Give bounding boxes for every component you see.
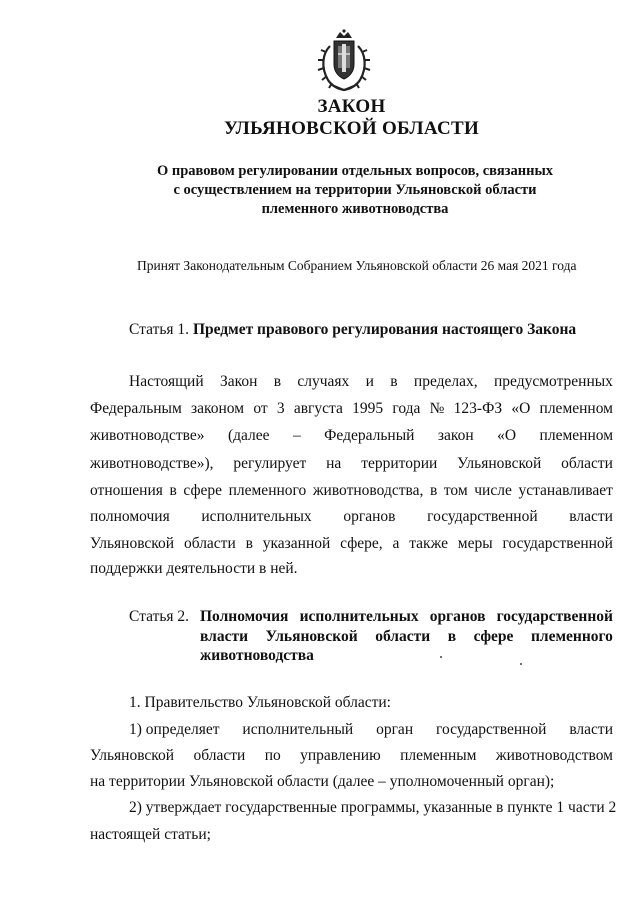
- word: государственной: [427, 508, 538, 525]
- word: пределах,: [413, 373, 478, 390]
- word: в: [390, 373, 398, 390]
- word: государственной: [496, 608, 613, 625]
- word: предусмотренных: [493, 373, 613, 390]
- word: устанавливает: [518, 482, 613, 499]
- word: области: [375, 628, 431, 645]
- word: власти: [200, 628, 249, 645]
- word: органов: [343, 508, 396, 525]
- word: Ульяновской: [90, 535, 175, 552]
- word: закон: [437, 427, 474, 444]
- word: августа: [293, 400, 343, 417]
- article-2-heading-line: [200, 608, 613, 626]
- word: Федеральный: [324, 427, 415, 444]
- word: №: [429, 400, 445, 417]
- word: животноводством: [495, 747, 613, 764]
- word: «О: [511, 400, 531, 417]
- word: сфере: [473, 628, 514, 645]
- word: племенным: [400, 747, 477, 764]
- word: государственной: [435, 721, 547, 738]
- word: животноводстве»),: [90, 455, 214, 472]
- word: области: [561, 455, 613, 472]
- word: года: [392, 400, 421, 417]
- paragraph-line: поддержки деятельности в ней.: [90, 560, 298, 577]
- word: числе: [474, 482, 512, 499]
- word: законом: [191, 400, 245, 417]
- paragraph-line: [129, 721, 613, 739]
- word: животноводства,: [312, 482, 424, 499]
- word: управлению: [300, 747, 381, 764]
- article-label: Статья 1.: [129, 321, 190, 338]
- word: 1) определяет: [129, 721, 220, 738]
- word: Федеральным: [90, 400, 182, 417]
- word: отношения: [90, 482, 163, 499]
- paragraph-line: [129, 373, 613, 391]
- word: Ульяновской: [90, 747, 175, 764]
- word: сфере,: [340, 535, 383, 552]
- word: (далее: [227, 427, 270, 444]
- paragraph-line: [90, 455, 613, 473]
- word: –: [292, 427, 301, 444]
- word: органов: [429, 608, 486, 625]
- word: на: [326, 455, 342, 472]
- paragraph-line: на территории Ульяновской области (далее – уполномоченный орган);: [90, 773, 555, 790]
- word: 3: [276, 400, 285, 417]
- word: области: [193, 747, 246, 764]
- word: племенном: [539, 427, 613, 444]
- word: исполнительный: [242, 721, 354, 738]
- subtitle-line: с осуществлением на территории Ульяновской области: [173, 182, 537, 198]
- subtitle-line: О правовом регулировании отдельных вопросов, связанных: [156, 163, 554, 179]
- word: области: [183, 535, 236, 552]
- word: Ульяновской: [457, 455, 542, 472]
- word: власти: [569, 721, 613, 738]
- paragraph-line: [90, 747, 613, 765]
- word: а: [392, 535, 400, 552]
- article-1-heading: [129, 321, 576, 339]
- word: указанной: [262, 535, 331, 552]
- adoption-note: Принят Законодательным Собранием Ульяновской области 26 мая 2021 года: [137, 258, 577, 273]
- scan-speck: [520, 663, 522, 665]
- word: Закон: [219, 373, 258, 390]
- article-2-heading-line: животноводства: [200, 647, 314, 664]
- word: также: [409, 535, 448, 552]
- word: от: [253, 400, 268, 417]
- word: сфере: [183, 482, 223, 499]
- word: в: [273, 373, 282, 390]
- word: «О: [497, 427, 517, 444]
- article-2-heading-line: [200, 628, 613, 646]
- word: в: [447, 628, 457, 645]
- word: в: [429, 482, 438, 499]
- word: власти: [569, 508, 613, 525]
- word: случаях: [297, 373, 350, 390]
- word: исполнительных: [201, 508, 312, 525]
- word: территории: [361, 455, 438, 472]
- article-2-label: Статья 2.: [129, 608, 190, 625]
- word: в: [169, 482, 177, 499]
- ulyanovsk-coat-of-arms-icon: [316, 28, 372, 94]
- word: в: [245, 535, 253, 552]
- region-title: УЛЬЯНОВСКОЙ ОБЛАСТИ: [223, 118, 480, 139]
- article-title: Предмет правового регулирования настоящего Закона: [192, 321, 577, 338]
- paragraph-line: настоящей статьи;: [90, 826, 211, 843]
- word: Ульяновской: [265, 628, 358, 645]
- word: животноводстве»: [90, 427, 205, 444]
- word: по: [264, 747, 281, 764]
- subtitle-line: племенного животноводства: [261, 201, 449, 217]
- word: 123-ФЗ: [453, 400, 503, 417]
- word: том: [443, 482, 468, 499]
- word: орган: [376, 721, 414, 738]
- paragraph-line: [90, 427, 613, 445]
- paragraph-line: 2) утверждает государственные программы, указанные в пункте 1 части 2: [129, 799, 617, 816]
- scan-speck: [440, 656, 442, 658]
- word: племенном: [539, 400, 613, 417]
- word: меры: [457, 535, 493, 552]
- word: Полномочия: [200, 608, 289, 625]
- paragraph-line: [90, 508, 613, 526]
- word: и: [365, 373, 374, 390]
- word: племенного: [228, 482, 307, 499]
- paragraph-line: [90, 400, 613, 418]
- word: регулирует: [233, 455, 307, 472]
- paragraph-line: [90, 535, 613, 553]
- word: полномочия: [90, 508, 170, 525]
- word: исполнительных: [299, 608, 419, 625]
- law-title: ЗАКОН: [317, 96, 386, 117]
- paragraph-line: [90, 482, 613, 500]
- word: Настоящий: [129, 373, 204, 390]
- paragraph-line: 1. Правительство Ульяновской области:: [129, 694, 391, 711]
- word: государственной: [502, 535, 613, 552]
- word: племенного: [530, 628, 613, 645]
- word: 1995: [352, 400, 384, 417]
